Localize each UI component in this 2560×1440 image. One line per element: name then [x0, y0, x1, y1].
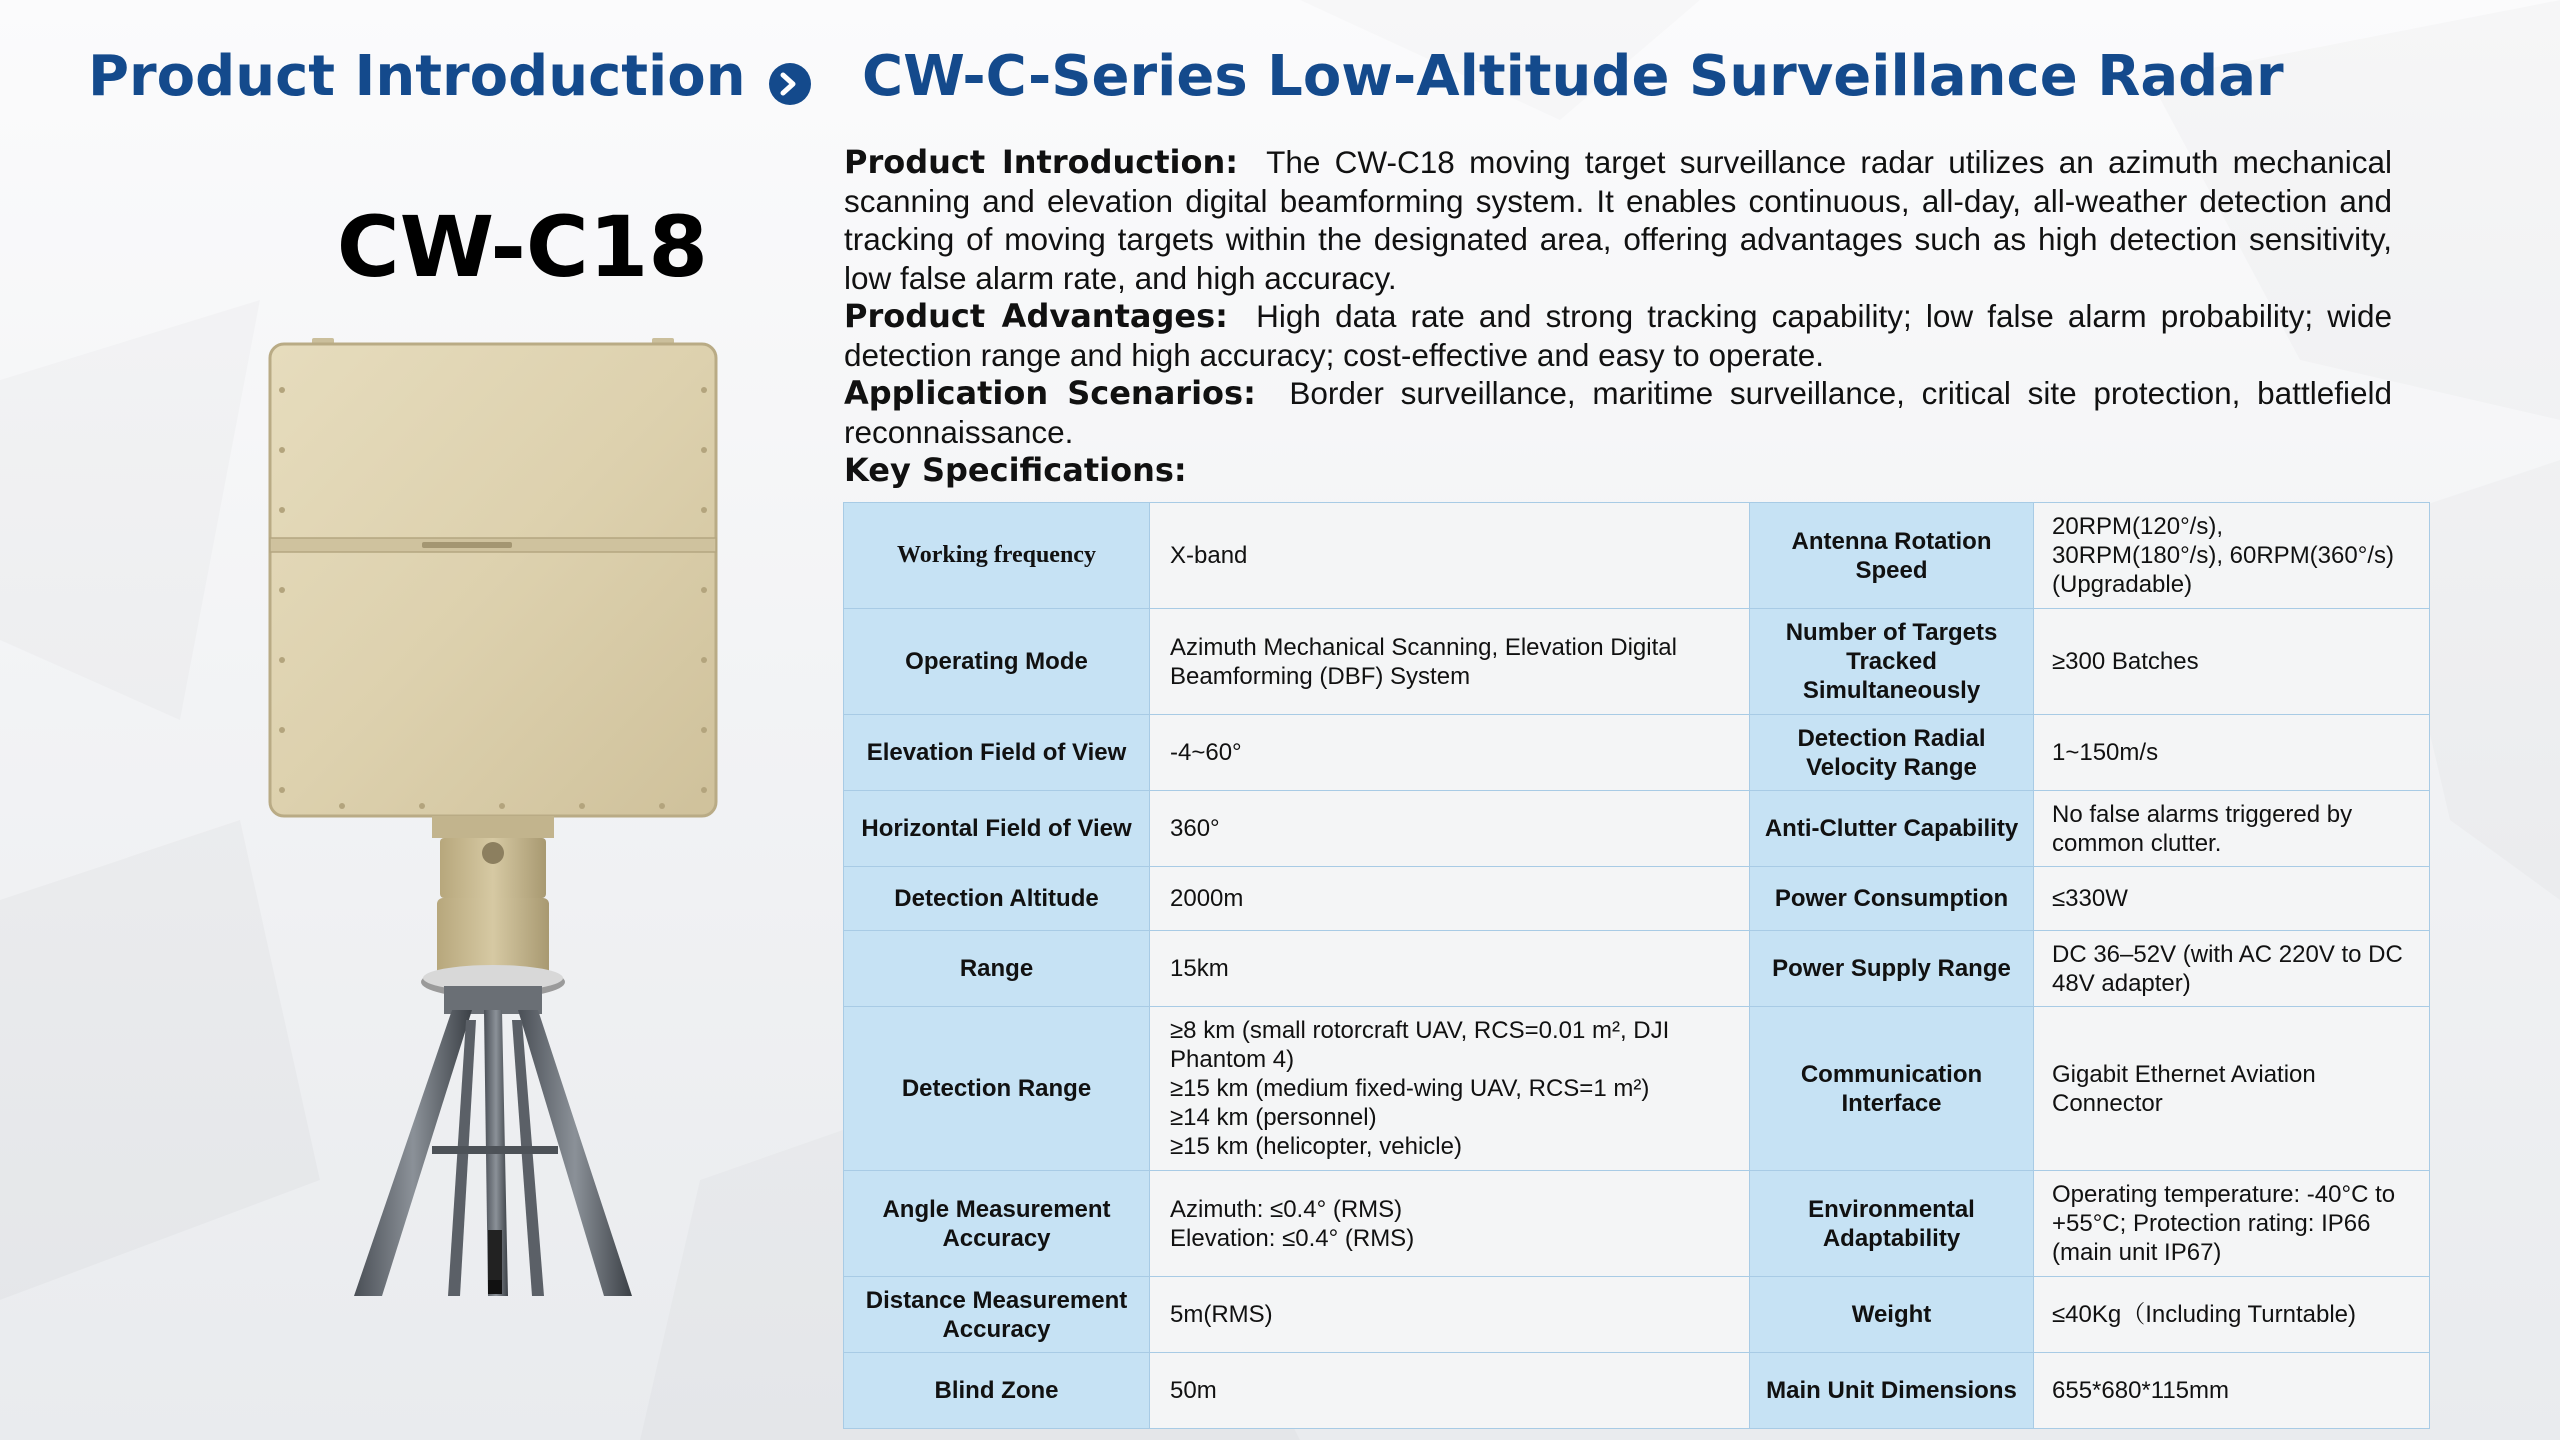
spec-value: 50m	[1150, 1353, 1750, 1429]
spec-value: Azimuth: ≤0.4° (RMS) Elevation: ≤0.4° (RMS)	[1150, 1171, 1750, 1277]
table-row	[844, 609, 2430, 715]
spec-key: Anti-Clutter Capability	[1750, 791, 2034, 867]
table-row	[844, 1353, 2430, 1429]
spec-key: Horizontal Field of View	[844, 791, 1150, 867]
page-title: CW-C-Series Low-Altitude Surveillance Radar	[862, 44, 2284, 109]
spec-key: Main Unit Dimensions	[1750, 1353, 2034, 1429]
spec-value: 655*680*115mm	[2034, 1353, 2430, 1429]
spec-key: Detection Radial Velocity Range	[1750, 715, 2034, 791]
spec-key: Detection Range	[844, 1007, 1150, 1171]
spec-value: Gigabit Ethernet Aviation Connector	[2034, 1007, 2430, 1171]
spec-value: 15km	[1150, 931, 1750, 1007]
spec-value: Azimuth Mechanical Scanning, Elevation Digital Beamforming (DBF) System	[1150, 609, 1750, 715]
scenarios-paragraph	[844, 374, 2392, 451]
spec-key: Elevation Field of View	[844, 715, 1150, 791]
table-row	[844, 1277, 2430, 1353]
spec-value: DC 36–52V (with AC 220V to DC 48V adapter)	[2034, 931, 2430, 1007]
scenarios-text: Border surveillance, maritime surveillance, critical site protection, battlefield reconnaissance.	[844, 375, 2392, 450]
product-intro-text: The CW-C18 moving target surveillance radar utilizes an azimuth mechanical scanning and elevation digital beamforming system. It enables continuous, all-day, all-weather detection and tracking of moving targets within the designated area, offering advantages such as high detection sensitivity, low false alarm rate, and high accuracy.	[844, 144, 2392, 296]
key-specs-heading: Key Specifications:	[844, 451, 1187, 489]
spec-key: Antenna Rotation Speed	[1750, 503, 2034, 609]
spec-value: ≤40Kg（Including Turntable)	[2034, 1277, 2430, 1353]
spec-key: Blind Zone	[844, 1353, 1150, 1429]
spec-value: ≥8 km (small rotorcraft UAV, RCS=0.01 m², DJI Phantom 4) ≥15 km (medium fixed-wing UAV, RCS=1 m²) ≥14 km (personnel) ≥15 km (helicopter, vehicle)	[1150, 1007, 1750, 1171]
spec-value: -4~60°	[1150, 715, 1750, 791]
spec-key: Communication Interface	[1750, 1007, 2034, 1171]
spec-value: 20RPM(120°/s), 30RPM(180°/s), 60RPM(360°/s) (Upgradable)	[2034, 503, 2430, 609]
spec-value: ≤330W	[2034, 867, 2430, 931]
spec-key: Detection Altitude	[844, 867, 1150, 931]
section-title: Product Introduction	[88, 44, 746, 109]
spec-key: Distance Measurement Accuracy	[844, 1277, 1150, 1353]
spec-value: 2000m	[1150, 867, 1750, 931]
spec-key: Angle Measurement Accuracy	[844, 1171, 1150, 1277]
table-row	[844, 867, 2430, 931]
model-name: CW-C18	[336, 198, 709, 296]
spec-key: Weight	[1750, 1277, 2034, 1353]
spec-key: Range	[844, 931, 1150, 1007]
spec-key: Operating Mode	[844, 609, 1150, 715]
advantages-text: High data rate and strong tracking capability; low false alarm probability; wide detection range and high accuracy; cost-effective and easy to operate.	[844, 298, 2392, 373]
table-row	[844, 791, 2430, 867]
advantages-label: Product Advantages:	[844, 297, 1228, 335]
spec-value: No false alarms triggered by common clutter.	[2034, 791, 2430, 867]
product-intro-label: Product Introduction:	[844, 143, 1239, 181]
spec-value: 1~150m/s	[2034, 715, 2430, 791]
table-row	[844, 715, 2430, 791]
scenarios-label: Application Scenarios:	[844, 374, 1256, 412]
spec-value: Operating temperature: -40°C to +55°C; Protection rating: IP66 (main unit IP67)	[2034, 1171, 2430, 1277]
spec-value: ≥300 Batches	[2034, 609, 2430, 715]
radar-product-image	[262, 330, 722, 1300]
spec-value: 5m(RMS)	[1150, 1277, 1750, 1353]
spec-key: Power Supply Range	[1750, 931, 2034, 1007]
product-intro-paragraph	[844, 143, 2392, 297]
advantages-paragraph	[844, 297, 2392, 374]
table-row	[844, 1171, 2430, 1277]
table-row	[844, 503, 2430, 609]
table-row	[844, 931, 2430, 1007]
table-row	[844, 1007, 2430, 1171]
spec-key: Working frequency	[844, 503, 1150, 609]
spec-value: 360°	[1150, 791, 1750, 867]
spec-value: X-band	[1150, 503, 1750, 609]
arrow-circle-icon	[768, 62, 812, 106]
intro-text-block	[844, 143, 2392, 490]
spec-key: Number of Targets Tracked Simultaneously	[1750, 609, 2034, 715]
spec-key: Power Consumption	[1750, 867, 2034, 931]
specifications-table	[843, 502, 2430, 1429]
spec-key: Environmental Adaptability	[1750, 1171, 2034, 1277]
